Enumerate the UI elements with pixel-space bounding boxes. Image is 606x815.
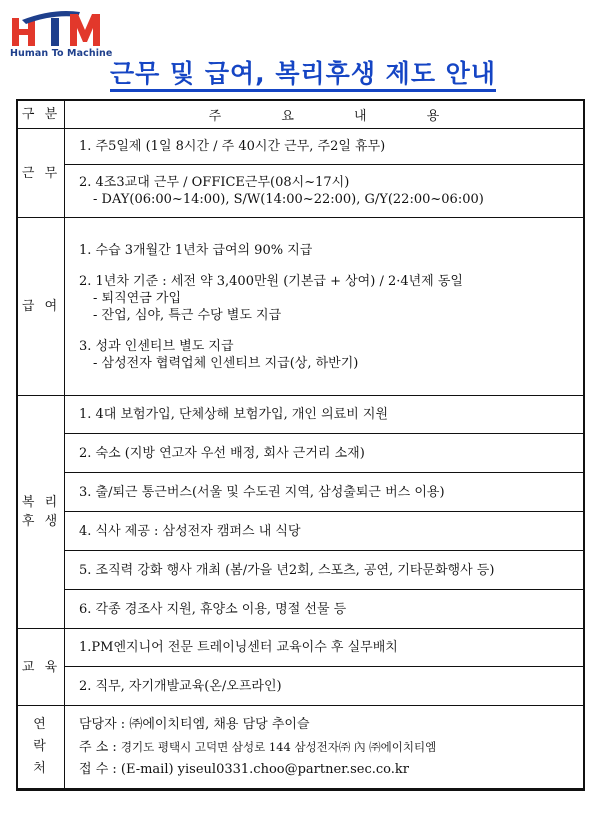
- contact-manager: 담당자 : ㈜에이치티엠, 채용 담당 추이슬: [79, 716, 310, 732]
- table-header-row: [18, 101, 583, 129]
- welfare-item-5: 5. 조직력 강화 행사 개최 (봄/가을 년2회, 스포츠, 공연, 기타문화행사 등): [65, 550, 583, 589]
- htm-logo-mark: [8, 4, 108, 50]
- section-work: [18, 129, 583, 217]
- welfare-item-4: 4. 식사 제공 : 삼성전자 캠퍼스 내 식당: [65, 511, 583, 550]
- education-item-2: 2. 직무, 자기개발교육(온/오프라인): [65, 666, 583, 705]
- welfare-item-1: 1. 4대 보험가입, 단체상해 보험가입, 개인 의료비 지원: [79, 407, 389, 422]
- section-pay: [18, 217, 583, 395]
- category-welfare: 복 리 후 생: [18, 396, 65, 628]
- welfare-item-2: 2. 숙소 (지방 연고자 우선 배정, 회사 근거리 소재): [65, 433, 583, 472]
- contact-info: [65, 706, 583, 788]
- work-item-1: 1. 주5일제 (1일 8시간 / 주 40시간 근무, 주2일 휴무): [79, 139, 386, 154]
- work-item-2: 2. 4조3교대 근무 / OFFICE근무(08시~17시) - DAY(06:00~14:00), S/W(14:00~22:00), G/Y(22:00~06:00): [65, 164, 583, 217]
- welfare-item-6: 6. 각종 경조사 지원, 휴양소 이용, 명절 선물 등: [65, 589, 583, 628]
- page-title: 근무 및 급여, 복리후생 제도 안내: [0, 54, 606, 90]
- section-contact: [18, 705, 583, 788]
- section-education: [18, 628, 583, 705]
- header-content: 주 요 내 용: [208, 109, 468, 124]
- category-contact: 연 락 처: [18, 706, 65, 788]
- contact-address: 주 소 : 경기도 평택시 고덕면 삼성로 144 삼성전자㈜ 內 ㈜에이치티엠: [79, 739, 437, 755]
- category-pay: 급 여: [18, 218, 65, 395]
- education-item-1: 1.PM엔지니어 전문 트레이닝센터 교육이수 후 실무배치: [79, 640, 398, 655]
- pay-items: 1. 수습 3개월간 1년차 급여의 90% 지급 2. 1년차 기준 : 세전 약 3,400만원 (기본급 + 상여) / 2·4년제 동일 - 퇴직연금 가입 - 잔업, 심야, 특근 수당 별도 지급 3. 성과 인센티브 별도 지급 - 삼성전자 협력업체 인센티브 지급(상, 하반기): [79, 242, 463, 371]
- company-logo: [8, 4, 113, 60]
- category-education: 교 육: [18, 629, 65, 705]
- category-work: 근 무: [18, 129, 65, 217]
- info-table: [16, 99, 585, 791]
- section-welfare: [18, 395, 583, 628]
- contact-email: 접 수 : (E-mail) yiseul0331.choo@partner.sec.co.kr: [79, 761, 409, 777]
- header-category: 구 분: [18, 101, 65, 128]
- logo-subtitle: Human To Machine: [10, 48, 113, 59]
- welfare-item-3: 3. 출/퇴근 통근버스(서울 및 수도권 지역, 삼성출퇴근 버스 이용): [65, 472, 583, 511]
